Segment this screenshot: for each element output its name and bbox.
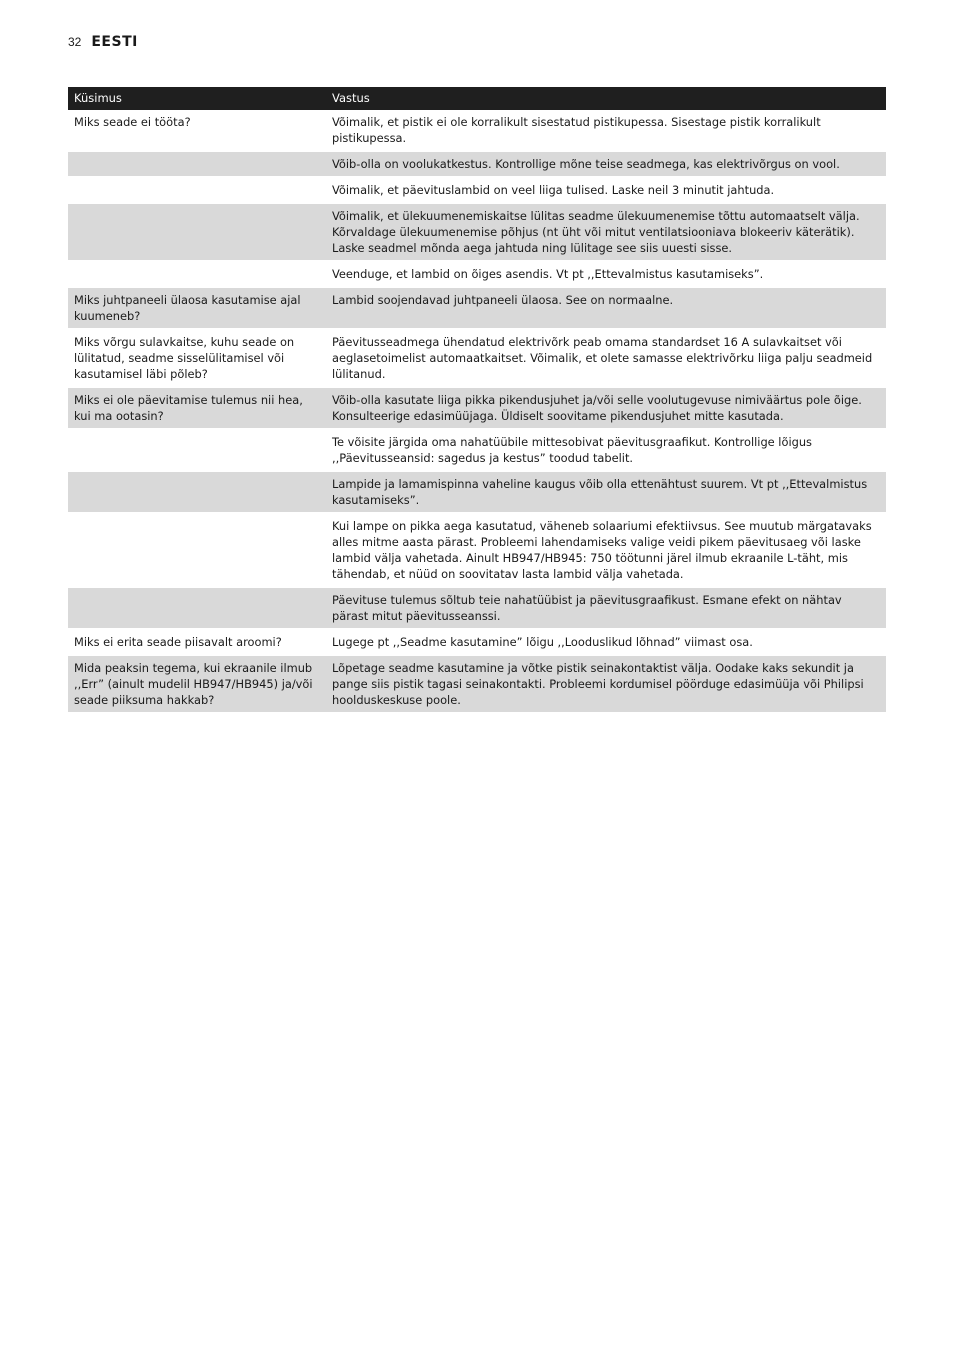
table-row	[68, 287, 886, 329]
table-row	[68, 513, 886, 587]
table-row	[68, 655, 886, 713]
answer-cell: Te võisite järgida oma nahatüübile mittesobivat päevitusgraafikut. Kontrollige lõigus ,,Päevitusseansid: sagedus ja kestus” toodud tabelit.	[326, 429, 886, 471]
troubleshooting-table	[68, 87, 886, 714]
answer-cell: Kui lampe on pikka aega kasutatud, väheneb solaariumi efektiivsus. See muutub märgatavaks alles mitme aasta pärast. Probleemi lahendamiseks valige veidi pikem päevitusaeg või laske lambid välja vahetada. Ainult HB947/HB945: 750 töötunni järel ilmub ekraanile L-täht, mis tähendab, et nüüd on soovitatav lasta lambid välja vahetada.	[326, 513, 886, 587]
answer-cell: Võimalik, et pistik ei ole korralikult sisestatud pistikupessa. Sisestage pistik korralikult pistikupessa.	[326, 110, 886, 151]
table-row	[68, 151, 886, 177]
question-cell: Miks juhtpaneeli ülaosa kasutamise ajal kuumeneb?	[68, 287, 326, 329]
question-cell: Miks ei ole päevitamise tulemus nii hea, kui ma ootasin?	[68, 387, 326, 429]
question-cell	[68, 471, 326, 513]
question-cell	[68, 587, 326, 629]
answer-cell: Lambid soojendavad juhtpaneeli ülaosa. See on normaalne.	[326, 287, 886, 329]
answer-cell: Võib-olla on voolukatkestus. Kontrollige mõne teise seadmega, kas elektrivõrgus on vool.	[326, 151, 886, 177]
page-number: 32	[68, 35, 82, 49]
question-cell	[68, 429, 326, 471]
table-row	[68, 329, 886, 387]
answer-cell: Võimalik, et päevituslambid on veel liiga tulised. Laske neil 3 minutit jahtuda.	[326, 177, 886, 203]
column-header-answer: Vastus	[326, 87, 886, 110]
answer-cell: Veenduge, et lambid on õiges asendis. Vt pt ,,Ettevalmistus kasutamiseks”.	[326, 261, 886, 287]
table-body	[68, 110, 886, 713]
answer-cell: Lõpetage seadme kasutamine ja võtke pistik seinakontaktist välja. Oodake kaks sekundit ja pange siis pistik tagasi seinakontakti. Probleemi kordumisel pöörduge edasimüüja või Philipsi hoolduskeskuse poole.	[326, 655, 886, 713]
question-cell: Miks seade ei tööta?	[68, 110, 326, 151]
section-title: EESTI	[91, 34, 138, 50]
answer-cell: Päevitusseadmega ühendatud elektrivõrk peab omama standardset 16 A sulavkaitset või aeglasetoimelist automaatkaitset. Võimalik, et olete samasse elektrivõrku liiga palju seadmeid lülitanud.	[326, 329, 886, 387]
answer-cell: Lampide ja lamamispinna vaheline kaugus võib olla ettenähtust suurem. Vt pt ,,Ettevalmistus kasutamiseks”.	[326, 471, 886, 513]
question-cell	[68, 513, 326, 587]
table-row	[68, 261, 886, 287]
question-cell: Mida peaksin tegema, kui ekraanile ilmub ,,Err” (ainult mudelil HB947/HB945) ja/või seade piiksuma hakkab?	[68, 655, 326, 713]
answer-cell: Päevituse tulemus sõltub teie nahatüübist ja päevitusgraafikust. Esmane efekt on nähtav pärast mitut päevitusseanssi.	[326, 587, 886, 629]
answer-cell: Võib-olla kasutate liiga pikka pikendusjuhet ja/või selle voolutugevuse nimiväärtus pole õige. Konsulteerige edasimüüjaga. Üldiselt soovitame pikendusjuhet mitte kasutada.	[326, 387, 886, 429]
question-cell	[68, 203, 326, 261]
table-row	[68, 177, 886, 203]
page-header	[68, 34, 138, 50]
question-cell	[68, 177, 326, 203]
table-row	[68, 110, 886, 151]
table-row	[68, 471, 886, 513]
question-cell	[68, 151, 326, 177]
table-header-row	[68, 87, 886, 110]
question-cell	[68, 261, 326, 287]
table-row	[68, 587, 886, 629]
table-row	[68, 387, 886, 429]
answer-cell: Lugege pt ,,Seadme kasutamine” lõigu ,,Looduslikud lõhnad” viimast osa.	[326, 629, 886, 655]
column-header-question: Küsimus	[68, 87, 326, 110]
table-row	[68, 629, 886, 655]
question-cell: Miks võrgu sulavkaitse, kuhu seade on lülitatud, seadme sisselülitamisel või kasutamisel läbi põleb?	[68, 329, 326, 387]
answer-cell: Võimalik, et ülekuumenemiskaitse lülitas seadme ülekuumenemise tõttu automaatselt välja. Kõrvaldage ülekuumenemise põhjus (nt üht või mitut ventilatsiooniava blokeeriv käterätik). Laske seadmel mõnda aega jahtuda ning lülitage see siis uuesti sisse.	[326, 203, 886, 261]
table-row	[68, 429, 886, 471]
question-cell: Miks ei erita seade piisavalt aroomi?	[68, 629, 326, 655]
table-row	[68, 203, 886, 261]
